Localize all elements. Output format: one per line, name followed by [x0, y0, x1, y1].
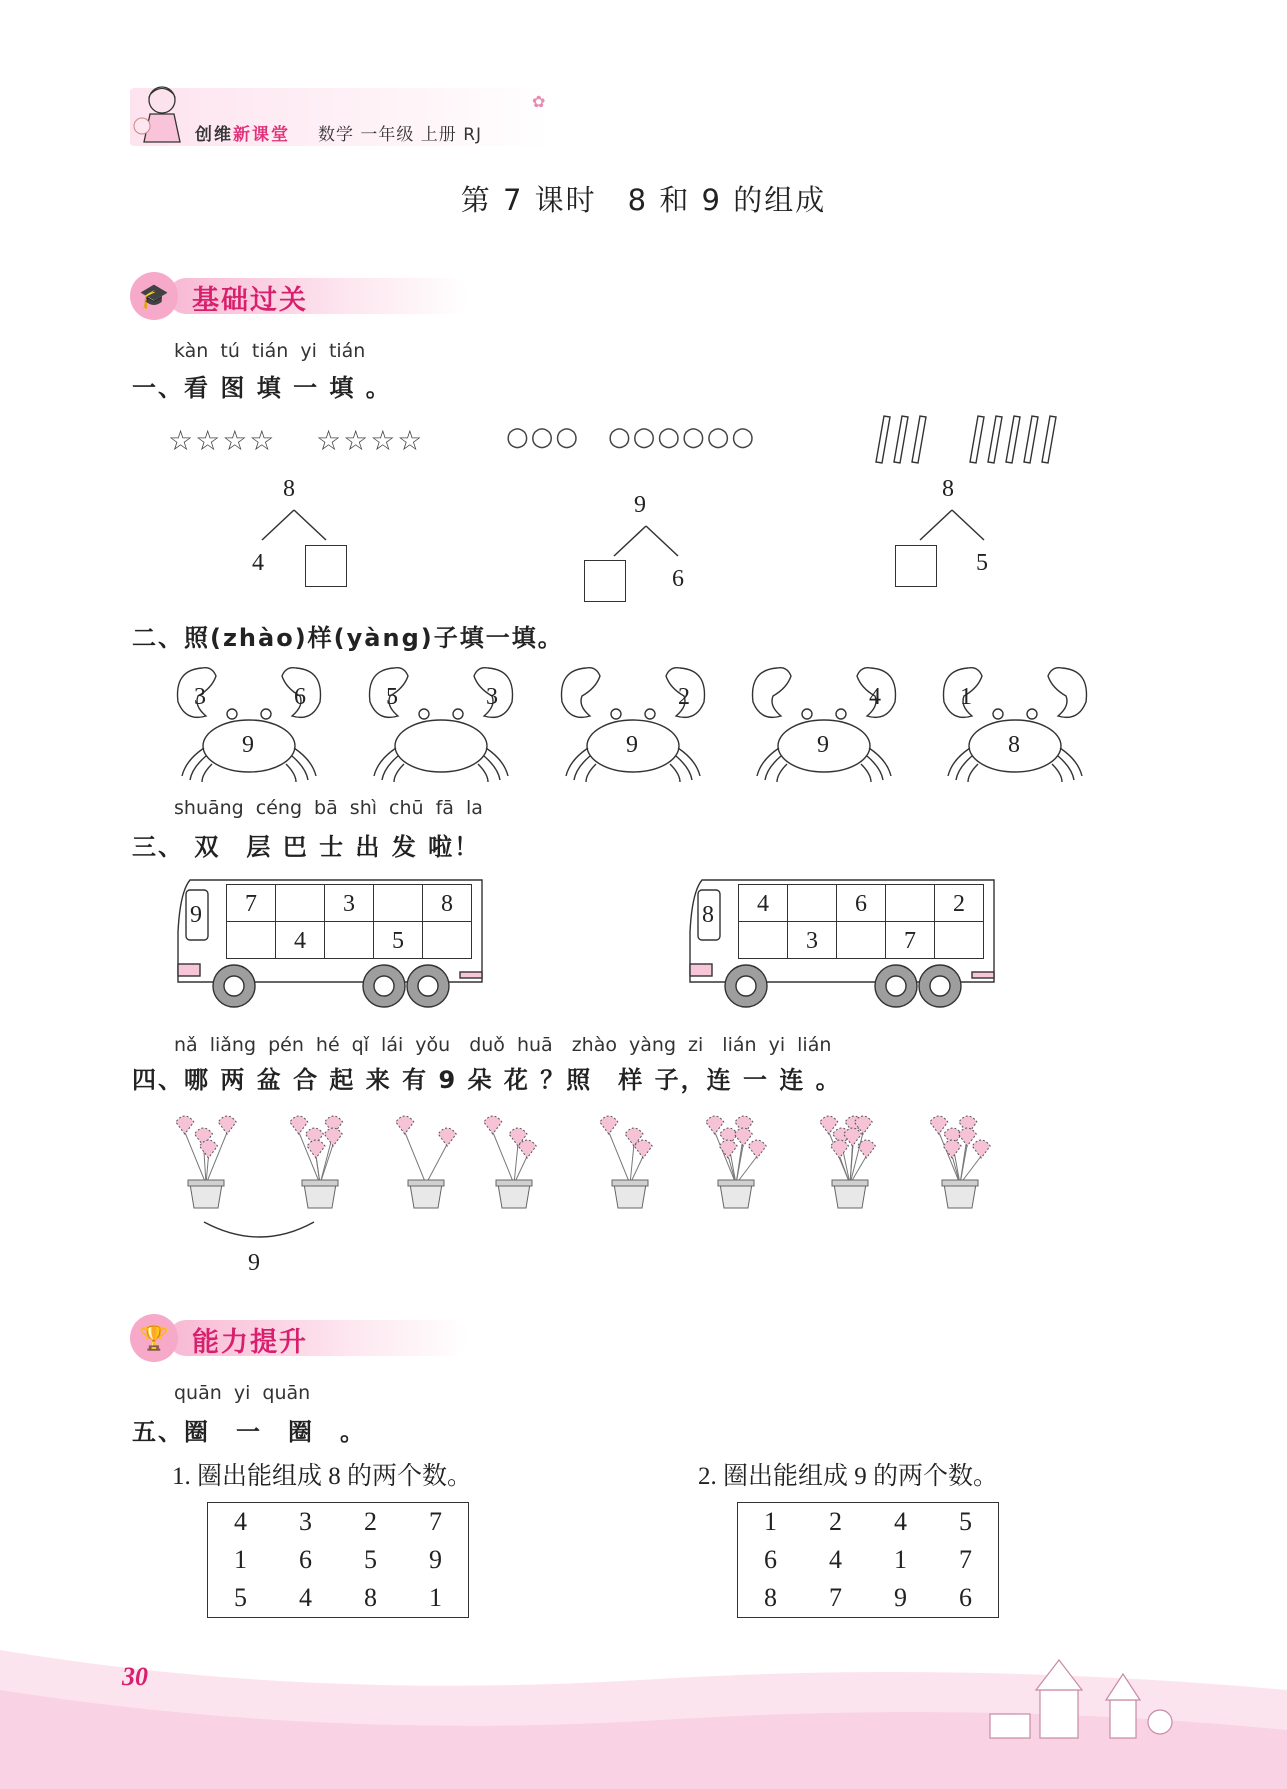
table-number-cell[interactable]: 9	[429, 1545, 442, 1574]
section-advanced-label: 能力提升	[192, 1327, 308, 1358]
table-number-cell[interactable]: 9	[894, 1583, 907, 1612]
bus-seat-cell: 5	[373, 921, 423, 959]
crab-figure	[172, 662, 326, 782]
bus-figure	[684, 872, 1004, 1012]
crab-body-num: 9	[626, 732, 638, 758]
circles-group-a: ○○○	[506, 422, 581, 452]
bus-seat-cell[interactable]	[373, 884, 423, 922]
table-number-cell[interactable]: 8	[764, 1583, 777, 1612]
tree2-answer-box[interactable]	[584, 560, 626, 602]
table-number-cell[interactable]: 7	[959, 1545, 972, 1574]
bus-seat-cell[interactable]	[226, 921, 276, 959]
table-number-cell[interactable]: 1	[894, 1545, 907, 1574]
circles-group-b: ○○○○○○	[608, 422, 757, 452]
flower-pot[interactable]	[926, 1100, 994, 1212]
table-row	[738, 1541, 999, 1579]
brand-name	[195, 120, 290, 145]
tree3-given: 5	[976, 550, 988, 576]
table-number-cell[interactable]: 1	[764, 1507, 777, 1536]
crab-left-num: 5	[386, 684, 398, 710]
bus-seat-cell: 8	[422, 884, 472, 922]
table-number-cell[interactable]: 7	[829, 1583, 842, 1612]
flower-pot-icon	[816, 1100, 884, 1212]
table-number-cell[interactable]: 8	[364, 1583, 377, 1612]
tree2-total: 9	[634, 492, 646, 518]
flower-pot[interactable]	[702, 1100, 770, 1212]
girl-mascot-icon	[128, 80, 190, 152]
stars-group-a: ☆☆☆☆	[168, 424, 277, 457]
section-basic-banner	[130, 272, 490, 322]
crab-icon	[747, 662, 901, 782]
book-info: 数学 一年级 上册 RJ	[318, 125, 483, 145]
bus-seat-cell[interactable]	[787, 884, 837, 922]
flower-pot[interactable]	[392, 1100, 460, 1212]
flower-pot[interactable]	[286, 1100, 354, 1212]
brand-part-a: 创维	[195, 125, 233, 145]
bus-front-num: 9	[190, 902, 202, 928]
crab-icon	[556, 662, 710, 782]
bus-seat-cell[interactable]	[836, 921, 886, 959]
flower-pot-icon	[480, 1100, 548, 1212]
table-number-cell[interactable]: 6	[299, 1545, 312, 1574]
tree1-answer-box[interactable]	[305, 545, 347, 587]
tree1-given: 4	[252, 550, 264, 576]
lesson-title: 第 7 课时 8 和 9 的组成	[460, 183, 827, 217]
crab-right-num: 2	[678, 684, 690, 710]
bus-seat-cell[interactable]	[934, 921, 984, 959]
bus-seat-cell: 7	[885, 921, 935, 959]
crab-figure	[747, 662, 901, 782]
section-basic-label: 基础过关	[192, 285, 308, 316]
bus-seat-cell: 2	[934, 884, 984, 922]
q3-heading: 三、 双 层 巴 士 出 发 啦！	[132, 833, 481, 861]
q1-heading: 一、看 图 填 一 填 。	[132, 374, 392, 402]
bus-seat-cell[interactable]	[275, 884, 325, 922]
crab-body-num: 9	[817, 732, 829, 758]
table-number-cell[interactable]: 1	[429, 1583, 442, 1612]
flower-pot-icon	[926, 1100, 994, 1212]
tree1-branches	[258, 508, 330, 542]
crab-icon	[364, 662, 518, 782]
table-row	[208, 1579, 469, 1618]
q4-pinyin: nǎ liǎng pén hé qǐ lái yǒu duǒ huā zhào yàng zi lián yi lián	[174, 1034, 832, 1056]
table-number-cell[interactable]: 5	[234, 1583, 247, 1612]
flower-pot-icon	[392, 1100, 460, 1212]
flower-pot-icon	[702, 1100, 770, 1212]
bus-figure	[172, 872, 492, 1012]
crab-right-num: 4	[869, 684, 881, 710]
graduation-cap-icon: 🎓	[130, 272, 178, 320]
stars-group-b: ☆☆☆☆	[316, 424, 425, 457]
trophy-icon: 🏆	[130, 1314, 178, 1362]
q4-heading: 四、哪 两 盆 合 起 来 有 9 朵 花 ？照 样 子，连 一 连 。	[132, 1066, 842, 1094]
q5-sub2: 2. 圈出能组成 9 的两个数。	[698, 1463, 999, 1490]
q3-pinyin: shuāng céng bā shì chū fā la	[174, 797, 483, 819]
flower-pot[interactable]	[596, 1100, 664, 1212]
bus-seat-cell: 6	[836, 884, 886, 922]
q5-pinyin: quān yi quān	[174, 1382, 311, 1404]
q1-pinyin: kàn tú tián yi tián	[174, 340, 366, 362]
table-number-cell[interactable]: 5	[364, 1545, 377, 1574]
bus-seat-cell[interactable]	[422, 921, 472, 959]
bus-seat-cell[interactable]	[885, 884, 935, 922]
brand-part-b: 新课堂	[233, 125, 290, 145]
flower-pot-icon	[172, 1100, 240, 1212]
flower-pot[interactable]	[172, 1100, 240, 1212]
crab-right-num: 3	[486, 684, 498, 710]
bus-seat-cell: 3	[787, 921, 837, 959]
bus-seat-cell[interactable]	[324, 921, 374, 959]
crab-icon	[172, 662, 326, 782]
flower-pot-icon	[596, 1100, 664, 1212]
table-number-cell[interactable]: 1	[234, 1545, 247, 1574]
crab-right-num: 6	[294, 684, 306, 710]
table-number-cell[interactable]: 5	[959, 1507, 972, 1536]
bus-seat-cell[interactable]	[738, 921, 788, 959]
table-number-cell[interactable]: 7	[429, 1507, 442, 1536]
table-row	[208, 1503, 469, 1542]
tree3-answer-box[interactable]	[895, 545, 937, 587]
tree3-branches	[916, 508, 988, 542]
crab-figure	[938, 662, 1092, 782]
table-number-cell[interactable]: 6	[764, 1545, 777, 1574]
example-sum: 9	[248, 1250, 260, 1276]
crab-left-num: 1	[960, 684, 972, 710]
tree2-branches	[610, 524, 682, 558]
table-row	[738, 1579, 999, 1618]
bus-seat-cell: 3	[324, 884, 374, 922]
crab-icon	[938, 662, 1092, 782]
table-number-cell[interactable]: 2	[829, 1507, 842, 1536]
crab-figure	[556, 662, 710, 782]
flower-pot[interactable]	[816, 1100, 884, 1212]
tree3-total: 8	[942, 476, 954, 502]
table-row	[738, 1503, 999, 1542]
flower-pot-icon	[286, 1100, 354, 1212]
table-row	[208, 1541, 469, 1579]
section-advanced-banner	[130, 1314, 490, 1364]
crab-body-num: 9	[242, 732, 254, 758]
number-table-8	[207, 1502, 469, 1618]
table-number-cell[interactable]: 6	[959, 1583, 972, 1612]
tree2-given: 6	[672, 566, 684, 592]
flower-decor-icon: ✿	[532, 92, 546, 111]
page-number: 30	[122, 1662, 148, 1691]
tree1-total: 8	[283, 476, 295, 502]
number-table-9	[737, 1502, 999, 1618]
table-number-cell[interactable]: 3	[299, 1507, 312, 1536]
q2-heading: 二、照(zhào)样(yàng)子填一填。	[132, 624, 564, 652]
bus-seat-cell: 4	[738, 884, 788, 922]
table-number-cell[interactable]: 4	[234, 1507, 247, 1536]
example-connect-arc	[200, 1218, 320, 1248]
sticks-icon	[868, 410, 1068, 470]
bus-front-num: 8	[702, 902, 714, 928]
table-number-cell[interactable]: 4	[299, 1583, 312, 1612]
crab-body-num: 8	[1008, 732, 1020, 758]
table-number-cell[interactable]: 2	[364, 1507, 377, 1536]
crab-left-num: 3	[194, 684, 206, 710]
flower-pot[interactable]	[480, 1100, 548, 1212]
q5-sub1: 1. 圈出能组成 8 的两个数。	[172, 1463, 473, 1490]
bus-seat-cell: 4	[275, 921, 325, 959]
castle-decor-icon	[970, 1650, 1190, 1750]
crab-figure	[364, 662, 518, 782]
bus-seat-cell: 7	[226, 884, 276, 922]
table-number-cell[interactable]: 4	[829, 1545, 842, 1574]
q5-heading: 五、圈 一 圈 。	[132, 1418, 366, 1446]
table-number-cell[interactable]: 4	[894, 1507, 907, 1536]
